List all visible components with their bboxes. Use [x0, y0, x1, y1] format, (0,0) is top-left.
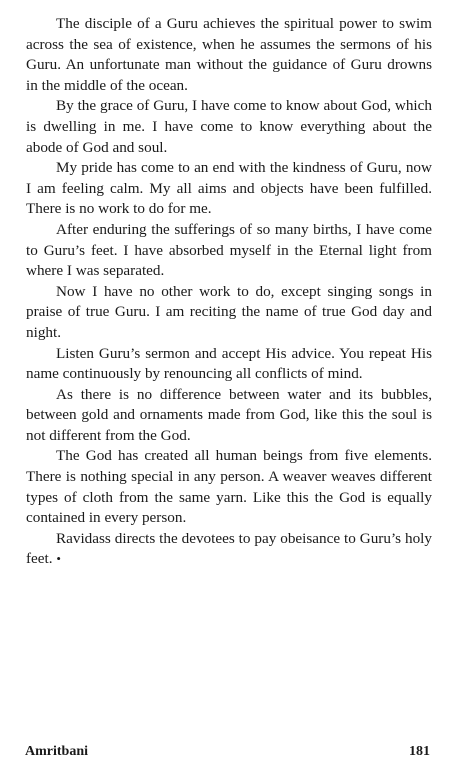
paragraph-9-text: Ravidass directs the devotees to pay obeisance to Guru’s holy feet.: [26, 529, 432, 568]
paragraph-3: My pride has come to an end with the kindness of Guru, now I am feeling calm. My all aims and objects have been fulfilled. There is no work to do for me.: [26, 159, 432, 218]
page-footer: [25, 744, 430, 760]
paragraph-4: After enduring the sufferings of so many births, I have come to Guru’s feet. I have absorbed myself in the Eternal light from where I was separated.: [26, 220, 432, 280]
paragraph-2: By the grace of Guru, I have come to know about God, which is dwelling in me. I have come to know everything about the abode of God and soul.: [26, 97, 432, 156]
page-body: [26, 14, 432, 570]
footer-page-number: 181: [409, 744, 430, 759]
paragraph-7: As there is no difference between water and its bubbles, between gold and ornaments made from God, like this the soul is not different from the God.: [26, 385, 432, 444]
paragraph-8: The God has created all human beings from five elements. There is nothing special in any person. A weaver weaves different types of cloth from the same yarn. Like this the God is equally contained in every person.: [26, 447, 432, 527]
paragraph-6: Listen Guru’s sermon and accept His advice. You repeat His name continuously by renouncing all conflicts of mind.: [26, 344, 432, 383]
footer-book-title: Amritbani: [25, 744, 88, 759]
end-bullet: •: [56, 551, 61, 567]
paragraph-5: Now I have no other work to do, except singing songs in praise of true Guru. I am reciting the name of true God day and night.: [26, 282, 432, 341]
paragraph-9: [26, 529, 432, 570]
paragraph-1: The disciple of a Guru achieves the spiritual power to swim across the sea of existence, when he assumes the sermons of his Guru. An unfortunate man without the guidance of Guru drowns in the middle of the ocean.: [26, 15, 432, 94]
